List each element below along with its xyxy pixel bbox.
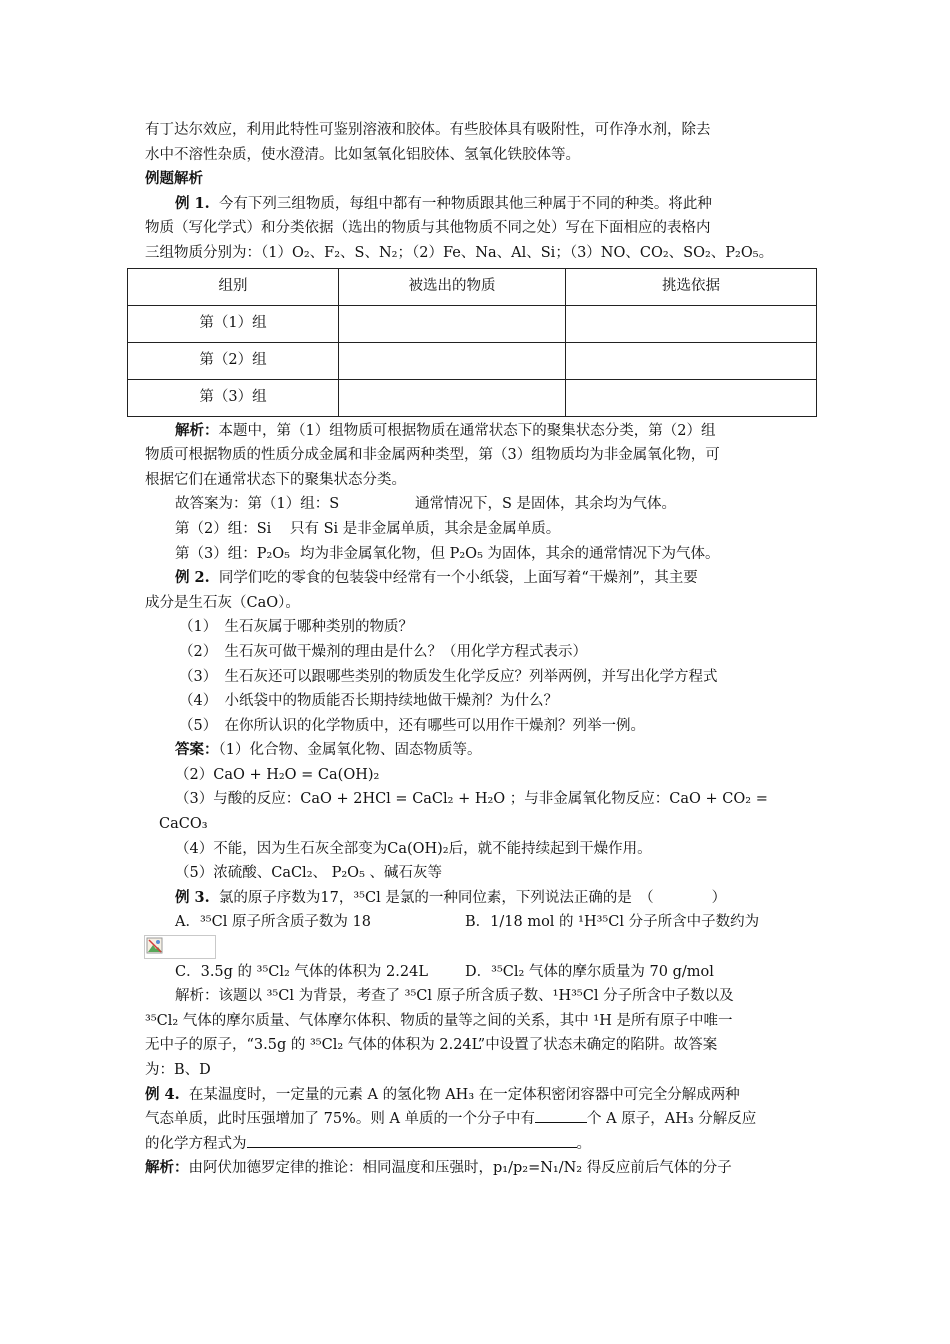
answer-line bbox=[145, 492, 807, 517]
example-4-text bbox=[145, 1107, 807, 1132]
example-4-text: 在某温度时，一定量的元素 A 的氢化物 AH₃ 在一定体积密闭容器中可完全分解成两种 bbox=[188, 1086, 740, 1103]
answer-line bbox=[145, 517, 807, 542]
example-2-paragraph bbox=[145, 566, 807, 591]
answer-reason: 均为非金属氧化物，但 P₂O₅ 为固体，其余的通常情况下为气体。 bbox=[300, 545, 720, 562]
option-a: A．³⁵Cl 原子所含质子数为 18 bbox=[175, 914, 371, 931]
answer-text: （3）与酸的反应：CaO + 2HCl = CaCl₂ + H₂O ；与非金属氧化物反应：CaO + CO₂ = bbox=[175, 791, 768, 808]
example-label: 例 2. bbox=[175, 569, 210, 587]
answer-label: 答案： bbox=[175, 741, 219, 759]
table-cell-empty bbox=[339, 379, 566, 416]
table-header-cell: 挑选依据 bbox=[566, 268, 817, 305]
example-2-text: 成分是生石灰（CaO）。 bbox=[145, 594, 300, 611]
example-4-text bbox=[145, 1132, 807, 1157]
table-cell-group: 第（2）组 bbox=[128, 342, 339, 379]
broken-image-icon bbox=[144, 935, 216, 959]
example-1-paragraph bbox=[145, 192, 807, 217]
example-1-text: 今有下列三组物质，每组中都有一种物质跟其他三种属于不同的种类。将此种 bbox=[218, 195, 712, 212]
table-header-row bbox=[128, 268, 817, 305]
example-3-paragraph bbox=[145, 886, 807, 911]
question-item: （3） 生石灰还可以跟哪些类别的物质发生化学反应？列举两例，并写出化学方程式 bbox=[179, 668, 718, 685]
table-cell-empty bbox=[566, 379, 817, 416]
table-cell-group: 第（1）组 bbox=[128, 305, 339, 342]
analysis-text: 本题中，第（1）组物质可根据物质在通常状态下的聚集状态分类，第（2）组 bbox=[218, 422, 716, 439]
table-row bbox=[128, 305, 817, 342]
option-d: D．³⁵Cl₂ 气体的摩尔质量为 70 g/mol bbox=[465, 963, 714, 980]
answer-group: 第（2）组：Si bbox=[175, 520, 272, 537]
analysis-text: 解析：该题以 ³⁵Cl 为背景，考查了 ³⁵Cl 原子所含质子数、¹H³⁵Cl 分子所含中子数以及 bbox=[175, 988, 734, 1005]
intro-line: 水中不溶性杂质，使水澄清。比如氢氧化铝胶体、氢氧化铁胶体等。 bbox=[145, 146, 580, 163]
example-label: 例 4. bbox=[145, 1085, 180, 1103]
example-4-text: 个 A 原子，AH₃ 分解反应 bbox=[587, 1111, 757, 1128]
example-4-text: 的化学方程式为 bbox=[145, 1135, 247, 1152]
analysis-text: 根据它们在通常状态下的聚集状态分类。 bbox=[145, 471, 406, 488]
example-4-text: 气态单质，此时压强增加了 75%。则 A 单质的一个分子中有 bbox=[145, 1111, 536, 1128]
answer-paragraph bbox=[145, 738, 807, 763]
answer-blank[interactable] bbox=[247, 1133, 577, 1148]
example-1-text: 物质（写化学式）和分类依据（选出的物质与其他物质不同之处）写在下面相应的表格内 bbox=[145, 220, 711, 237]
answer-reason: 通常情况下，S 是固体，其余均为气体。 bbox=[415, 496, 677, 513]
analysis-text: 物质可根据物质的性质分成金属和非金属两种类型，第（3）组物质均为非金属氧化物，可 bbox=[145, 447, 720, 464]
answer-blank[interactable] bbox=[535, 1108, 587, 1123]
answer-text: （4）不能，因为生石灰全部变为Ca(OH)₂后，就不能持续起到干燥作用。 bbox=[175, 840, 652, 857]
example-2-text: 同学们吃的零食的包装袋中经常有一个小纸袋，上面写着“干燥剂”，其主要 bbox=[218, 570, 698, 587]
option-line bbox=[145, 960, 807, 985]
classification-table bbox=[127, 268, 817, 417]
answer-text: （1）化合物、金属氧化物、固态物质等。 bbox=[218, 742, 482, 759]
question-item: （2） 生石灰可做干燥剂的理由是什么？（用化学方程式表示） bbox=[179, 643, 587, 660]
analysis-text: ³⁵Cl₂ 气体的摩尔质量、气体摩尔体积、物质的量等之间的关系，其中 ¹H 是所有原子中唯一 bbox=[145, 1012, 733, 1029]
table-header-cell: 组别 bbox=[128, 268, 339, 305]
broken-image-line bbox=[145, 935, 807, 960]
analysis-text: 为：B、D bbox=[145, 1062, 211, 1078]
intro-line: 有丁达尔效应，利用此特性可鉴别溶液和胶体。有些胶体具有吸附性，可作净水剂，除去 bbox=[145, 122, 711, 138]
question-item: （1） 生石灰属于哪种类别的物质？ bbox=[179, 619, 413, 636]
answer-text: （2）CaO + H₂O = Ca(OH)₂ bbox=[175, 766, 380, 783]
option-c: C．3.5g 的 ³⁵Cl₂ 气体的体积为 2.24L bbox=[175, 963, 428, 980]
document-page bbox=[145, 118, 807, 1181]
table-cell-empty bbox=[339, 342, 566, 379]
section-title: 例题解析 bbox=[145, 170, 203, 188]
example-label: 例 1. bbox=[175, 194, 210, 212]
analysis-text: 无中子的原子，“3.5g 的 ³⁵Cl₂ 气体的体积为 2.24L”中设置了状态未确定的陷阱。故答案 bbox=[145, 1037, 718, 1054]
example-4-paragraph bbox=[145, 1083, 807, 1108]
analysis-paragraph bbox=[145, 1156, 807, 1181]
question-item: （4） 小纸袋中的物质能否长期持续地做干燥剂？为什么？ bbox=[179, 693, 558, 710]
answer-group: 第（3）组：P₂O₅ bbox=[175, 545, 290, 562]
answer-line bbox=[145, 542, 807, 567]
analysis-label: 解析： bbox=[175, 421, 219, 439]
example-3-text: 氯的原子序数为17，³⁵Cl 是氯的一种同位素，下列说法正确的是 （ ） bbox=[218, 889, 727, 906]
option-line bbox=[145, 910, 807, 935]
option-b: B．1/18 mol 的 ¹H³⁵Cl 分子所含中子数约为 bbox=[465, 914, 760, 931]
answer-text: （5）浓硫酸、CaCl₂、 P₂O₅ 、碱石灰等 bbox=[175, 865, 442, 882]
example-label: 例 3. bbox=[175, 888, 210, 906]
analysis-paragraph bbox=[145, 419, 807, 444]
example-4-text: 。 bbox=[576, 1135, 591, 1152]
table-cell-empty bbox=[566, 305, 817, 342]
analysis-label: 解析： bbox=[145, 1159, 189, 1177]
question-item: （5） 在你所认识的化学物质中，还有哪些可以用作干燥剂？列举一例。 bbox=[179, 717, 645, 734]
table-row bbox=[128, 379, 817, 416]
table-cell-group: 第（3）组 bbox=[128, 379, 339, 416]
table-header-cell: 被选出的物质 bbox=[339, 268, 566, 305]
answer-group: 故答案为：第（1）组：S bbox=[175, 496, 340, 513]
table-row bbox=[128, 342, 817, 379]
table-cell-empty bbox=[339, 305, 566, 342]
analysis-text: 由阿伏加德罗定律的推论：相同温度和压强时，p₁/p₂=N₁/N₂ 得反应前后气体的分子 bbox=[188, 1160, 732, 1177]
answer-text: CaCO₃ bbox=[159, 816, 208, 833]
example-1-groups: 三组物质分别为：（1）O₂、F₂、S、N₂；（2）Fe、Na、Al、Si；（3）NO、CO₂、SO₂、P₂O₅。 bbox=[145, 244, 774, 261]
answer-reason: 只有 Si 是非金属单质，其余是金属单质。 bbox=[290, 520, 561, 537]
table-cell-empty bbox=[566, 342, 817, 379]
